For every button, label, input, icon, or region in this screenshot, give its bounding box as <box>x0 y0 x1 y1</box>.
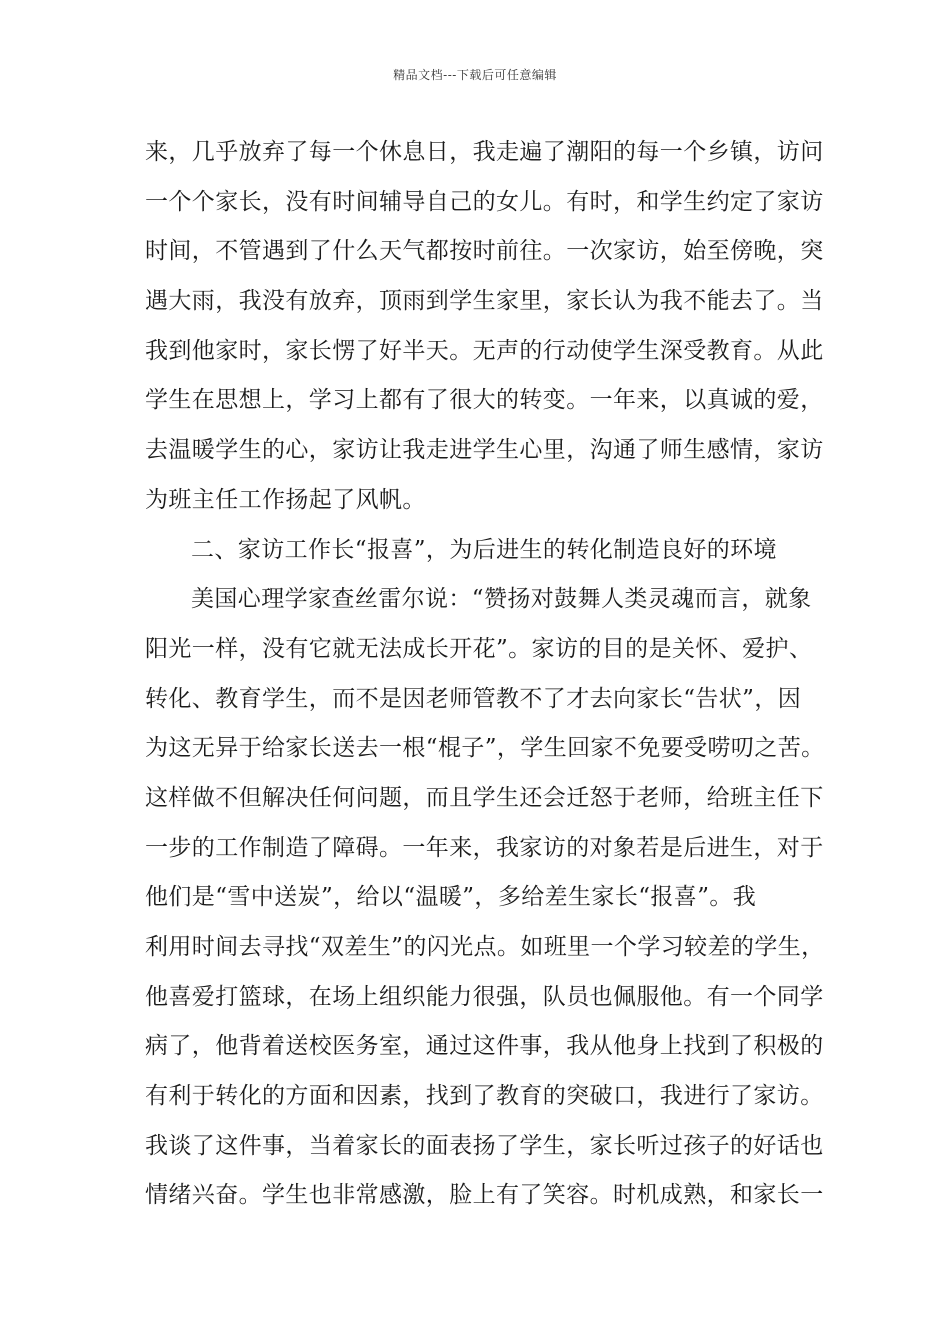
text-line: 这样做不但解决任何问题，而且学生还会迁怒于老师，给班主任下 <box>145 784 824 811</box>
text-line: 情绪兴奋。学生也非常感激，脸上有了笑容。时机成熟，和家长一 <box>145 1182 824 1209</box>
text-line: 我谈了这件事，当着家长的面表扬了学生，家长听过孩子的好话也 <box>145 1132 824 1159</box>
text-line: 去温暖学生的心，家访让我走进学生心里，沟通了师生感情，家访 <box>145 437 824 464</box>
text-line: 遇大雨，我没有放弃，顶雨到学生家里，家长认为我不能去了。当 <box>145 288 824 315</box>
text-line: 转化、教育学生，而不是因老师管教不了才去向家长“告状”，因 <box>145 685 802 712</box>
text-line: 为这无异于给家长送去一根“棍子”，学生回家不免要受唠叨之苦。 <box>145 735 825 762</box>
text-line: 美国心理学家查丝雷尔说：“赞扬对鼓舞人类灵魂而言，就象 <box>191 586 812 613</box>
text-line: 他们是“雪中送炭”，给以“温暖”，多给差生家长“报喜”。我 <box>145 884 757 911</box>
text-line: 我到他家时，家长愣了好半天。无声的行动使学生深受教育。从此 <box>145 337 824 364</box>
text-line: 病了，他背着送校医务室，通过这件事，我从他身上找到了积极的 <box>145 1033 824 1060</box>
text-line: 利用时间去寻找“双差生”的闪光点。如班里一个学习较差的学生， <box>145 934 825 960</box>
text-line: 他喜爱打篮球，在场上组织能力很强，队员也佩服他。有一个同学 <box>145 983 824 1010</box>
page-header: 精品文档---下载后可任意编辑 <box>393 68 557 82</box>
text-line: 阳光一样，没有它就无法成长开花”。家访的目的是关怀、爱护、 <box>145 635 813 662</box>
text-line: 一步的工作制造了障碍。一年来，我家访的对象若是后进生，对于 <box>145 834 824 861</box>
text-line: 有利于转化的方面和因素，找到了教育的突破口，我进行了家访。 <box>145 1083 824 1110</box>
body-text <box>145 128 835 1221</box>
text-line: 一个个家长，没有时间辅导自己的女儿。有时，和学生约定了家访 <box>145 188 824 215</box>
text-line: 学生在思想上，学习上都有了很大的转变。一年来，以真诚的爱， <box>145 387 824 414</box>
text-line: 时间，不管遇到了什么天气都按时前往。一次家访，始至傍晚，突 <box>145 238 824 265</box>
text-line: 二、家访工作长“报喜”，为后进生的转化制造良好的环境 <box>191 536 777 563</box>
text-line: 为班主任工作扬起了风帆。 <box>145 486 426 513</box>
text-line: 来，几乎放弃了每一个休息日，我走遍了潮阳的每一个乡镇，访问 <box>145 139 824 165</box>
